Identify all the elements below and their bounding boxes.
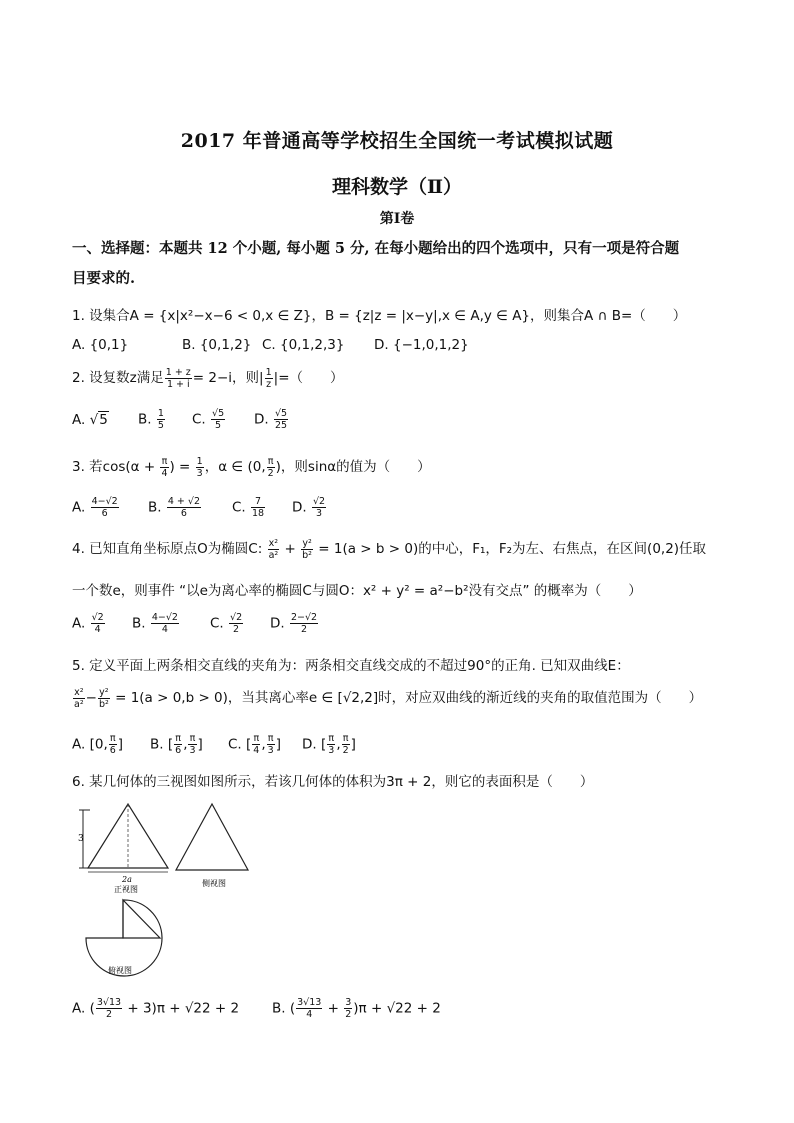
section-heading-line2: 目要求的. (72, 270, 136, 287)
q1-stem: 1. 设集合A = {x|x²−x−6 < 0,x ∈ Z}，B = {z|z = |x−y|,x ∈ A,y ∈ A}，则集合A ∩ B=（ ） (72, 308, 687, 324)
q4-line1 (72, 537, 706, 561)
q3-f1-den: 4 (161, 467, 168, 479)
q5-option-b-pre: [ (167, 736, 174, 753)
q5-option-d-mid: , (336, 736, 341, 753)
q5-option-d-d1: 3 (328, 745, 335, 756)
q4-option-b-num: 4−√2 (151, 612, 178, 623)
q2-option-c-label: C. (192, 411, 206, 428)
top-triangle (123, 900, 160, 938)
q4-f2-num: y² (302, 537, 312, 549)
q3-f2-num: 1 (196, 455, 203, 467)
q6-option-b-den2: 2 (345, 1009, 352, 1020)
q5-option-a (72, 733, 123, 756)
q4-option-c (210, 612, 244, 635)
q3-stem (72, 455, 431, 479)
q3-f3-den: 2 (267, 467, 274, 479)
q3-mid2: ，α ∈ (0, (204, 459, 266, 475)
q4-line1-b: = 1(a > b > 0)的中心，F₁，F₂为左、右焦点，在区间(0,2)任取 (313, 541, 707, 557)
q2-option-d (254, 408, 289, 431)
q4-option-b-label: B. (132, 615, 146, 632)
q6-option-b-plus: + (323, 1000, 344, 1017)
q5-option-a-post: ] (117, 736, 124, 753)
q2-option-a-radicand: 5 (99, 412, 108, 428)
q2-option-b-den: 5 (157, 420, 164, 431)
q6-option-b (272, 997, 441, 1020)
q5-option-a-n1: π (109, 733, 116, 744)
q5-option-a-pre: [0, (89, 736, 108, 753)
q2-middle: = 2−i，则| (192, 370, 264, 386)
q5-option-c-post: ] (275, 736, 281, 753)
q4-option-b (132, 612, 180, 635)
q5-option-b-mid: , (183, 736, 188, 753)
q5-minus: − (85, 690, 97, 706)
q2-option-d-den: 25 (274, 420, 288, 431)
q5-option-c-label: C. (228, 736, 242, 753)
q5-f1-num: x² (74, 686, 84, 698)
q3-mid1: ) = (169, 459, 195, 475)
q5-option-c-n2: π (267, 733, 274, 744)
q5-line1: 5. 定义平面上两条相交直线的夹角为：两条相交直线交成的不超过90°的正角. 已知双曲线E： (72, 658, 630, 674)
q4-line2: 一个数e，则事件 “以e为离心率的椭圆C与圆O：x² + y² = a²−b²没有交点” 的概率为（ ） (72, 583, 642, 599)
q4-f1-den: a² (268, 549, 279, 561)
height-label: 3 (78, 834, 84, 844)
q3-option-a-label: A. (72, 499, 86, 516)
q5-f2-den: b² (98, 698, 109, 710)
q3-option-c-den: 18 (252, 508, 265, 519)
q2-option-c (192, 408, 226, 431)
q2-frac2-den: z (266, 378, 272, 390)
q5-f2-num: y² (99, 686, 109, 698)
q6-option-a (72, 997, 239, 1020)
q3-f3-num: π (267, 455, 274, 467)
q5-option-b-n1: π (175, 733, 182, 744)
top-view-caption: 俯视图 (108, 966, 132, 975)
q2-option-a: A. √5 (72, 412, 108, 428)
q3-suffix: )，则sinα的值为（ ） (275, 459, 431, 475)
q4-option-a-den: 4 (94, 624, 101, 635)
q3-option-b-den: 6 (180, 508, 187, 519)
q2-prefix: 2. 设复数z满足 (72, 370, 164, 386)
q3-option-a-den: 6 (101, 508, 108, 519)
q3-option-a (72, 496, 120, 519)
q6-option-a-open: ( (89, 1000, 95, 1017)
q3-option-a-num: 4−√2 (91, 496, 118, 507)
q5-option-d-post: ] (350, 736, 356, 753)
q1-option-b: B. {0,1,2} (182, 337, 252, 353)
q4-line1-a: 4. 已知直角坐标原点O为椭圆C: (72, 541, 267, 557)
q2-option-a-label: A. (72, 412, 86, 428)
q2-stem (72, 366, 344, 390)
q2-option-c-num: √5 (212, 408, 225, 419)
q4-option-d-label: D. (270, 615, 285, 632)
q3-option-c-num: 7 (251, 496, 265, 508)
side-view (176, 804, 248, 888)
q3-option-d-den: 3 (316, 508, 323, 519)
q3-f2-den: 3 (196, 467, 203, 479)
q3-option-c (232, 496, 266, 519)
q5-option-d (302, 733, 356, 756)
q6-option-b-rest: )π + √22 + 2 (353, 1000, 441, 1017)
q2-frac2-num: 1 (265, 366, 272, 378)
q2-frac-den: 1 + i (166, 378, 190, 390)
q2-option-c-den: 5 (215, 420, 222, 431)
q6-option-b-num2: 3 (345, 997, 352, 1008)
top-view (86, 900, 162, 976)
base-label: 2a (122, 875, 132, 884)
q3-f1-num: π (161, 455, 168, 467)
q5-option-d-n2: π (342, 733, 349, 744)
three-view-figure (78, 800, 258, 980)
q1-option-c: C. {0,1,2,3} (262, 337, 345, 353)
q5-option-a-label: A. (72, 736, 86, 753)
q2-option-d-num: √5 (274, 408, 288, 419)
q5-line2-b: = 1(a > 0,b > 0)，当其离心率e ∈ [√2,2]时，对应双曲线的渐近线的夹角的取值范围为（ ） (110, 690, 703, 706)
q5-option-b-d2: 3 (189, 745, 196, 756)
q6-option-a-num: 3√13 (96, 997, 122, 1008)
q5-option-b-n2: π (189, 733, 196, 744)
q5-option-c-mid: , (261, 736, 266, 753)
q4-option-c-num: √2 (230, 612, 243, 623)
front-view-caption: 正视图 (114, 885, 138, 894)
q1-option-d: D. {−1,0,1,2} (374, 337, 469, 353)
q5-option-a-d1: 6 (109, 745, 116, 756)
q4-plus: + (280, 541, 301, 557)
front-view (78, 804, 168, 894)
q4-option-a (72, 612, 106, 635)
q6-option-b-label: B. (272, 1000, 286, 1017)
q3-option-d-num: √2 (312, 496, 326, 507)
q4-option-d-den: 2 (301, 624, 308, 635)
q4-option-a-label: A. (72, 615, 86, 632)
q2-fraction (165, 367, 192, 390)
q5-option-d-label: D. (302, 736, 317, 753)
q2-frac-num: 1 + z (165, 366, 191, 378)
side-triangle (176, 804, 248, 870)
q2-suffix: |=（ ） (273, 370, 344, 386)
q5-option-d-d2: 2 (342, 745, 349, 756)
q6-option-b-num: 3√13 (297, 997, 322, 1008)
q2-fraction2 (265, 367, 273, 390)
q1-option-a: A. {0,1} (72, 337, 129, 353)
q3-option-b-num: 4 + √2 (167, 496, 201, 507)
q5-option-c-pre: [ (246, 736, 252, 753)
q2-option-b (138, 408, 166, 431)
q5-option-b-d1: 6 (175, 745, 182, 756)
q4-option-c-den: 2 (233, 624, 240, 635)
q3-option-c-label: C. (232, 499, 246, 516)
paper-part: 第Ⅰ卷 (379, 211, 415, 227)
q5-option-b-label: B. (150, 736, 164, 753)
q5-option-d-pre: [ (320, 736, 327, 753)
q5-option-b-post: ] (197, 736, 203, 753)
q2-option-d-label: D. (254, 411, 269, 428)
q2-option-b-num: 1 (157, 408, 164, 419)
q3-option-b (148, 496, 202, 519)
q6-option-b-den: 4 (306, 1009, 313, 1020)
q5-option-c (228, 733, 281, 756)
q5-option-b (150, 733, 203, 756)
q4-option-c-label: C. (210, 615, 224, 632)
q5-option-c-d1: 4 (253, 745, 260, 756)
q3-option-b-label: B. (148, 499, 162, 516)
q6-option-b-open: ( (289, 1000, 296, 1017)
q4-f2-den: b² (302, 549, 312, 561)
q4-f1-num: x² (268, 537, 279, 549)
q4-option-a-num: √2 (91, 612, 104, 623)
q5-option-c-n1: π (253, 733, 260, 744)
q3-prefix: 3. 若cos(α + (72, 459, 160, 475)
q3-option-d (292, 496, 327, 519)
q5-option-d-n1: π (328, 733, 335, 744)
q5-option-c-d2: 3 (267, 745, 274, 756)
side-view-caption: 侧视图 (202, 879, 226, 888)
paper-subtitle: 理科数学（Ⅱ） (331, 176, 462, 198)
q4-option-d (270, 612, 319, 635)
q6-stem: 6. 某几何体的三视图如图所示，若该几何体的体积为3π + 2，则它的表面积是（ ） (72, 774, 594, 790)
q3-option-d-label: D. (292, 499, 307, 516)
q6-option-a-label: A. (72, 1000, 86, 1017)
q6-option-a-den: 2 (105, 1009, 112, 1020)
section-heading-line1: 一、选择题：本题共 12 个小题, 每小题 5 分, 在每小题给出的四个选项中，只有一项是符合题 (72, 240, 680, 257)
q2-option-b-label: B. (138, 411, 152, 428)
q4-option-d-num: 2−√2 (290, 612, 318, 623)
paper-title: 2017 年普通高等学校招生全国统一考试模拟试题 (180, 130, 614, 152)
q5-f1-den: a² (74, 698, 84, 710)
q6-option-a-rest: + 3)π + √22 + 2 (123, 1000, 240, 1017)
q4-option-b-den: 4 (161, 624, 168, 635)
q5-line2 (72, 686, 702, 710)
